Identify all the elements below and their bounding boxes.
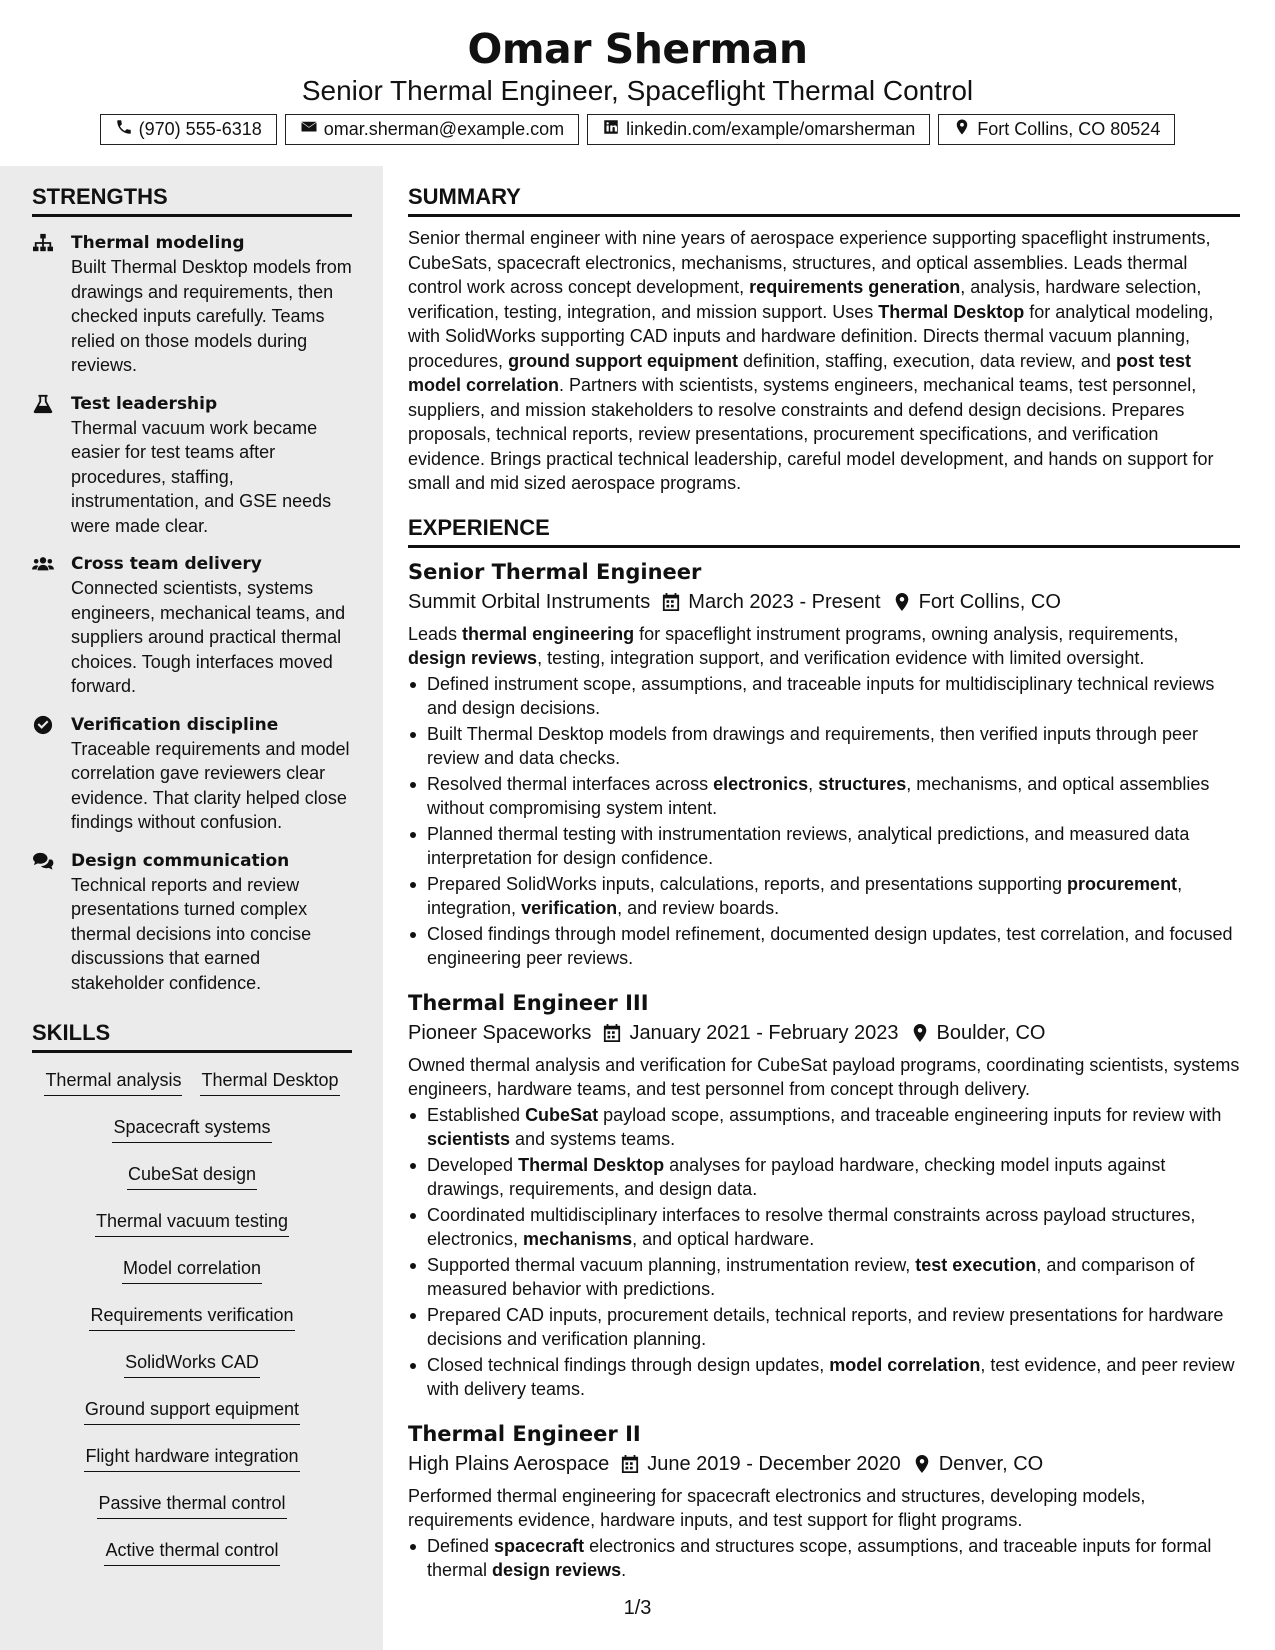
job-bullets [408,672,1240,971]
envelope-icon [300,118,318,141]
company-name: Pioneer Spaceworks [408,1021,592,1044]
strength-title: Test leadership [71,393,218,414]
bullet-item: Closed findings through model refinement, documented design updates, test correlation, and focused engineering peer reviews. [408,922,1240,971]
bold-keyword: structures [818,773,907,794]
bold-keyword: verification [521,898,618,918]
job-location: Boulder, CO [936,1021,1046,1044]
bold-keyword: Thermal Desktop [518,1154,665,1175]
sidebar [0,166,383,1650]
page-indicator: 1/3 [623,1597,652,1619]
flask-icon [32,394,56,414]
skill-tag: CubeSat design [127,1161,257,1190]
strength-desc: Traceable requirements and model correlation gave reviewers clear evidence. That clarity helped close findings without confusion. [71,738,350,832]
job-location: Denver, CO [938,1452,1044,1475]
bold-keyword: electronics [713,773,809,794]
bullet-item: Supported thermal vacuum planning, instrumentation review, test execution, and comparison of measured behavior with predictions. [408,1253,1240,1302]
bullet-item: Built Thermal Desktop models from drawings and requirements, then verified inputs through peer review and data checks. [408,722,1240,771]
contact-phone[interactable] [100,114,277,145]
phone-text: (970) 555-6318 [138,119,262,139]
skill-tag: Ground support equipment [84,1396,300,1425]
map-pin-icon [953,118,971,141]
linkedin-icon [602,118,620,141]
bullet-item: Prepared SolidWorks inputs, calculations, reports, and presentations supporting procurement, integration, verification, and review boards. [408,872,1240,921]
job-meta [408,1450,1240,1478]
job-dates: January 2021 - February 2023 [629,1021,899,1044]
job-entry [408,558,1240,971]
skill-tag: Passive thermal control [97,1490,286,1519]
strength-title: Verification discipline [71,714,279,735]
bold-keyword: CubeSat [525,1104,599,1125]
strength-item [32,231,352,378]
job-location: Fort Collins, CO [918,590,1061,613]
map-pin-icon [881,592,919,612]
company-name: Summit Orbital Instruments [408,590,651,613]
bullet-item: Developed Thermal Desktop analyses for payload hardware, checking model inputs against drawings, requirements, and design data. [408,1153,1240,1202]
bold-keyword: design reviews [408,648,538,668]
bold-keyword: requirements generation [749,277,961,297]
contact-email[interactable] [285,114,579,145]
map-pin-icon [899,1023,937,1043]
skill-tag: Requirements verification [89,1302,294,1331]
bullet-item: Planned thermal testing with instrumentation reviews, analytical predictions, and measured data interpretation for design confidence. [408,822,1240,871]
main-column [408,166,1240,1583]
job-description: Owned thermal analysis and verification for CubeSat payload programs, coordinating scientists, systems engineers, hardware teams, and test personnel from concept through delivery. [408,1054,1240,1099]
bold-keyword: thermal engineering [462,623,635,644]
strengths-heading: STRENGTHS [32,183,352,217]
strength-item [32,713,352,835]
job-meta [408,588,1240,616]
bullet-item: Defined spacecraft electronics and structures scope, assumptions, and traceable inputs for formal thermal design reviews. [408,1534,1240,1583]
job-title: Senior Thermal Engineer [408,559,702,584]
bold-keyword: scientists [427,1129,511,1149]
strength-title: Design communication [71,850,290,871]
job-meta [408,1019,1240,1047]
bold-keyword: model correlation [829,1354,981,1375]
comments-icon [32,851,56,871]
bold-keyword: procurement [1067,873,1178,894]
contact-linkedin[interactable] [587,114,930,145]
contact-bar [0,114,1275,145]
strength-desc: Built Thermal Desktop models from drawings and requirements, then checked inputs carefully. Teams relied on those models during reviews. [71,257,352,375]
bullet-item: Resolved thermal interfaces across electronics, structures, mechanisms, and optical assemblies without compromising system intent. [408,772,1240,821]
job-title: Thermal Engineer II [408,1421,641,1446]
users-icon [32,554,56,574]
bullet-item: Coordinated multidisciplinary interfaces to resolve thermal constraints across payload structures, electronics, mechanisms, and optical hardware. [408,1203,1240,1252]
skills-section [32,1019,352,1580]
skill-tag: SolidWorks CAD [124,1349,260,1378]
check-circle-icon [32,715,56,735]
skill-tag: Thermal analysis [44,1067,182,1096]
strength-desc: Thermal vacuum work became easier for test teams after procedures, staffing, instrumentation, and GSE needs were made clear. [71,417,332,536]
job-bullets [408,1534,1240,1583]
company-name: High Plains Aerospace [408,1452,610,1475]
candidate-name: Omar Sherman [467,25,808,73]
skill-tag: Thermal vacuum testing [95,1208,289,1237]
candidate-title: Senior Thermal Engineer, Spaceflight Thermal Control [301,75,974,106]
resume-header [0,0,1275,166]
linkedin-text: linkedin.com/example/omarsherman [626,119,916,139]
summary-heading: SUMMARY [408,183,1240,217]
phone-icon [115,118,133,141]
job-title: Thermal Engineer III [408,990,649,1015]
contact-location[interactable] [938,114,1175,145]
bold-keyword: mechanisms [523,1229,633,1249]
strengths-section [32,166,352,995]
bold-keyword: design reviews [492,1560,622,1580]
job-description: Leads thermal engineering for spaceflight instrument programs, owning analysis, requirements, design reviews, testing, integration support, and verification evidence with limited oversight. [408,623,1179,668]
strength-desc: Connected scientists, systems engineers, mechanical teams, and suppliers around practical thermal choices. Tough interfaces moved forward. [71,578,346,696]
skill-tag: Model correlation [122,1255,262,1284]
skill-tag: Active thermal control [104,1537,279,1566]
strength-desc: Technical reports and review presentations turned complex thermal decisions into concise discussions that earned stakeholder confidence. [71,874,312,993]
skill-tag: Spacecraft systems [112,1114,271,1143]
job-dates: June 2019 - December 2020 [647,1452,901,1475]
calendar-icon [650,592,688,612]
job-description: Performed thermal engineering for spacecraft electronics and structures, developing models, requirements evidence, hardware inputs, and test support for flight programs. [408,1485,1146,1530]
strength-item [32,392,352,539]
map-pin-icon [901,1454,939,1474]
job-entry [408,1420,1240,1583]
email-text: omar.sherman@example.com [323,119,565,139]
bullet-item: Established CubeSat payload scope, assumptions, and traceable engineering inputs for review with scientists and systems teams. [408,1103,1240,1152]
bold-keyword: spacecraft [494,1535,585,1556]
sitemap-icon [32,233,56,253]
job-entry [408,989,1240,1402]
bullet-item: Defined instrument scope, assumptions, and traceable inputs for multidisciplinary technical reviews and design decisions. [408,672,1240,721]
strength-title: Thermal modeling [71,233,245,253]
skill-tag: Thermal Desktop [200,1067,339,1096]
skill-tag: Flight hardware integration [84,1443,299,1472]
summary-text: Senior thermal engineer with nine years of aerospace experience supporting spaceflight instruments, CubeSats, spacecraft electronics, mechanisms, structures, and optical assemblies. Leads thermal control work across concept development, requirements generation, analysis, hardware selection, verification, testing, integration, and mission support. Uses Thermal Desktop for analytical modeling, with SolidWorks supporting CAD inputs and hardware definition. Directs thermal vacuum planning, procedures, ground support equipment definition, staffing, execution, data review, and post test model correlation. Partners with scientists, systems engineers, mechanical teams, test personnel, suppliers, and mission stakeholders to resolve constraints and defend design decisions. Prepares proposals, technical reports, review presentations, procurement specifications, and verification evidence. Brings practical technical leadership, careful model development, and hands on support for small and mid sized aerospace programs. [408,228,1214,493]
job-bullets [408,1103,1240,1402]
skills-list [32,1063,352,1580]
bullet-item: Prepared CAD inputs, procurement details, technical reports, and review presentations for hardware decisions and verification planning. [408,1303,1240,1352]
bold-keyword: ground support equipment [508,350,739,371]
bullet-item: Closed technical findings through design updates, model correlation, test evidence, and peer review with delivery teams. [408,1353,1240,1402]
bold-keyword: Thermal Desktop [878,301,1025,322]
strength-item [32,849,352,996]
bold-keyword: test execution [915,1254,1037,1275]
strength-item [32,552,352,699]
bold-keyword: post test model correlation [408,350,1191,395]
calendar-icon [609,1454,647,1474]
strength-title: Cross team delivery [71,554,262,574]
job-dates: March 2023 - Present [688,590,881,613]
calendar-icon [591,1023,629,1043]
experience-heading: EXPERIENCE [408,514,1240,548]
skills-heading: SKILLS [32,1019,352,1053]
location-text: Fort Collins, CO 80524 [977,119,1161,139]
